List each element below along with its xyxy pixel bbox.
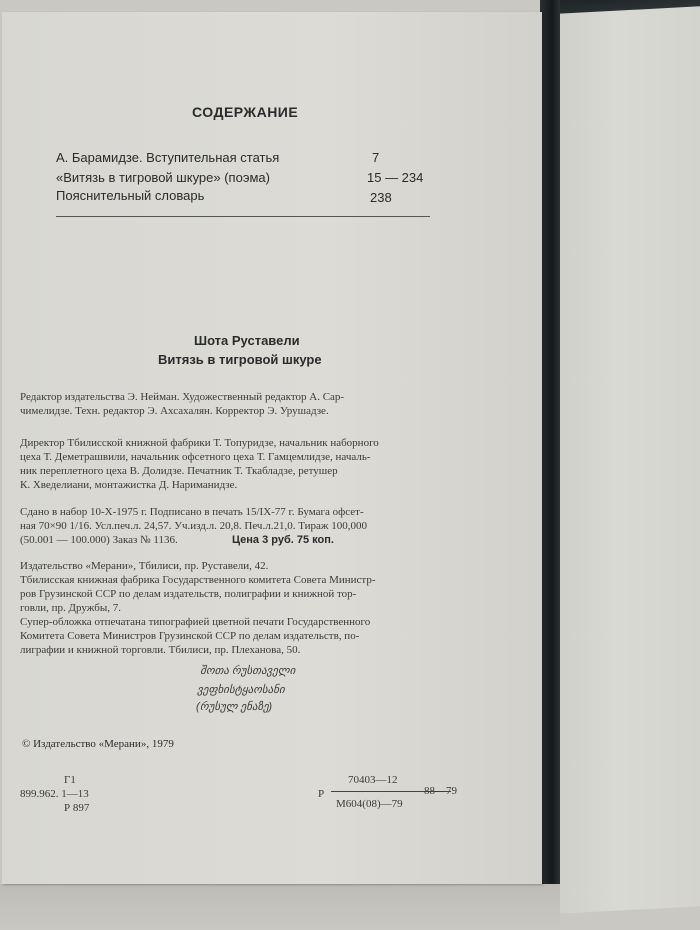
publisher-line-2: Тбилисская книжная фабрика Государственного комитета Совета Министр- — [20, 574, 376, 586]
georgian-title: ვეფხისტყაოსანი — [197, 684, 285, 696]
code-right-p: Р — [318, 788, 325, 800]
toc-entry-3: Пояснительный словарь — [56, 188, 205, 203]
right-blank-page — [553, 6, 700, 914]
publisher-line-5: Супер-обложка отпечатана типографией цветной печати Государственного — [20, 616, 371, 628]
toc-page-1: 7 — [372, 150, 380, 165]
toc-page-2: 15 — 234 — [367, 170, 424, 185]
georgian-author: შოთა რუსთაველი — [200, 665, 296, 677]
code-right-mid: 88—79 — [424, 785, 457, 797]
code-right-top: 70403—12 — [348, 774, 398, 786]
code-g1: Г1 — [64, 774, 76, 786]
credits-factory-line-1: Директор Тбилисской книжной фабрики Т. Топуридзе, начальник наборного — [20, 437, 379, 449]
publisher-line-4: говли, пр. Дружбы, 7. — [20, 602, 121, 614]
price: Цена 3 руб. 75 коп. — [232, 534, 334, 546]
publisher-line-7: лиграфии и книжной торговли. Тбилиси, пр. Плеханова, 50. — [20, 644, 301, 656]
toc-heading: СОДЕРЖАНИЕ — [192, 104, 299, 120]
toc-entry-2: «Витязь в тигровой шкуре» (поэма) — [56, 170, 270, 185]
code-bbk: Р 897 — [64, 802, 90, 814]
code-udk: 899.962. 1—13 — [20, 788, 89, 800]
code-right-bottom: М604(08)—79 — [336, 798, 403, 810]
toc-divider — [56, 216, 430, 217]
credits-editors-line-1: Редактор издательства Э. Нейман. Художественный редактор А. Сар- — [20, 391, 345, 403]
print-info-line-3: (50.001 — 100.000) Заказ № 1136. — [20, 534, 178, 546]
credits-editors-line-2: чимелидзе. Техн. редактор Э. Ахсахалян. Корректор Э. Урушадзе. — [20, 405, 329, 417]
publisher-line-1: Издательство «Мерани», Тбилиси, пр. Руставели, 42. — [20, 560, 269, 572]
book-spine — [540, 0, 560, 900]
credits-factory-line-4: К. Хведелиани, монтажистка Д. Нариманидзе. — [20, 479, 238, 491]
print-info-line-2: ная 70×90 1/16. Усл.печ.л. 24,57. Уч.изд.л. 20,8. Печ.л.21,0. Тираж 100,000 — [20, 520, 368, 532]
credits-factory-line-3: ник переплетного цеха В. Долидзе. Печатник Т. Ткабладзе, ретушер — [20, 465, 338, 477]
book-author: Шота Руставели — [194, 333, 300, 348]
copyright: © Издательство «Мерани», 1979 — [22, 738, 174, 750]
toc-page-3: 238 — [370, 190, 392, 205]
book-title: Витязь в тигровой шкуре — [158, 352, 322, 367]
publisher-line-3: ров Грузинской ССР по делам издательств, полиграфии и книжной тор- — [20, 588, 357, 600]
publisher-line-6: Комитета Совета Министров Грузинской ССР по делам издательств, по- — [20, 630, 360, 642]
credits-factory-line-2: цеха Т. Деметрашвили, начальник офсетного цеха Т. Гамцемлидзе, началь- — [20, 451, 371, 463]
georgian-language-note: (რუსულ ენაზე) — [196, 701, 273, 713]
table-surface — [0, 884, 560, 930]
toc-entry-1: А. Барамидзе. Вступительная статья — [56, 150, 280, 165]
print-info-line-1: Сдано в набор 10-X-1975 г. Подписано в печать 15/IX-77 г. Бумага офсет- — [20, 506, 364, 518]
